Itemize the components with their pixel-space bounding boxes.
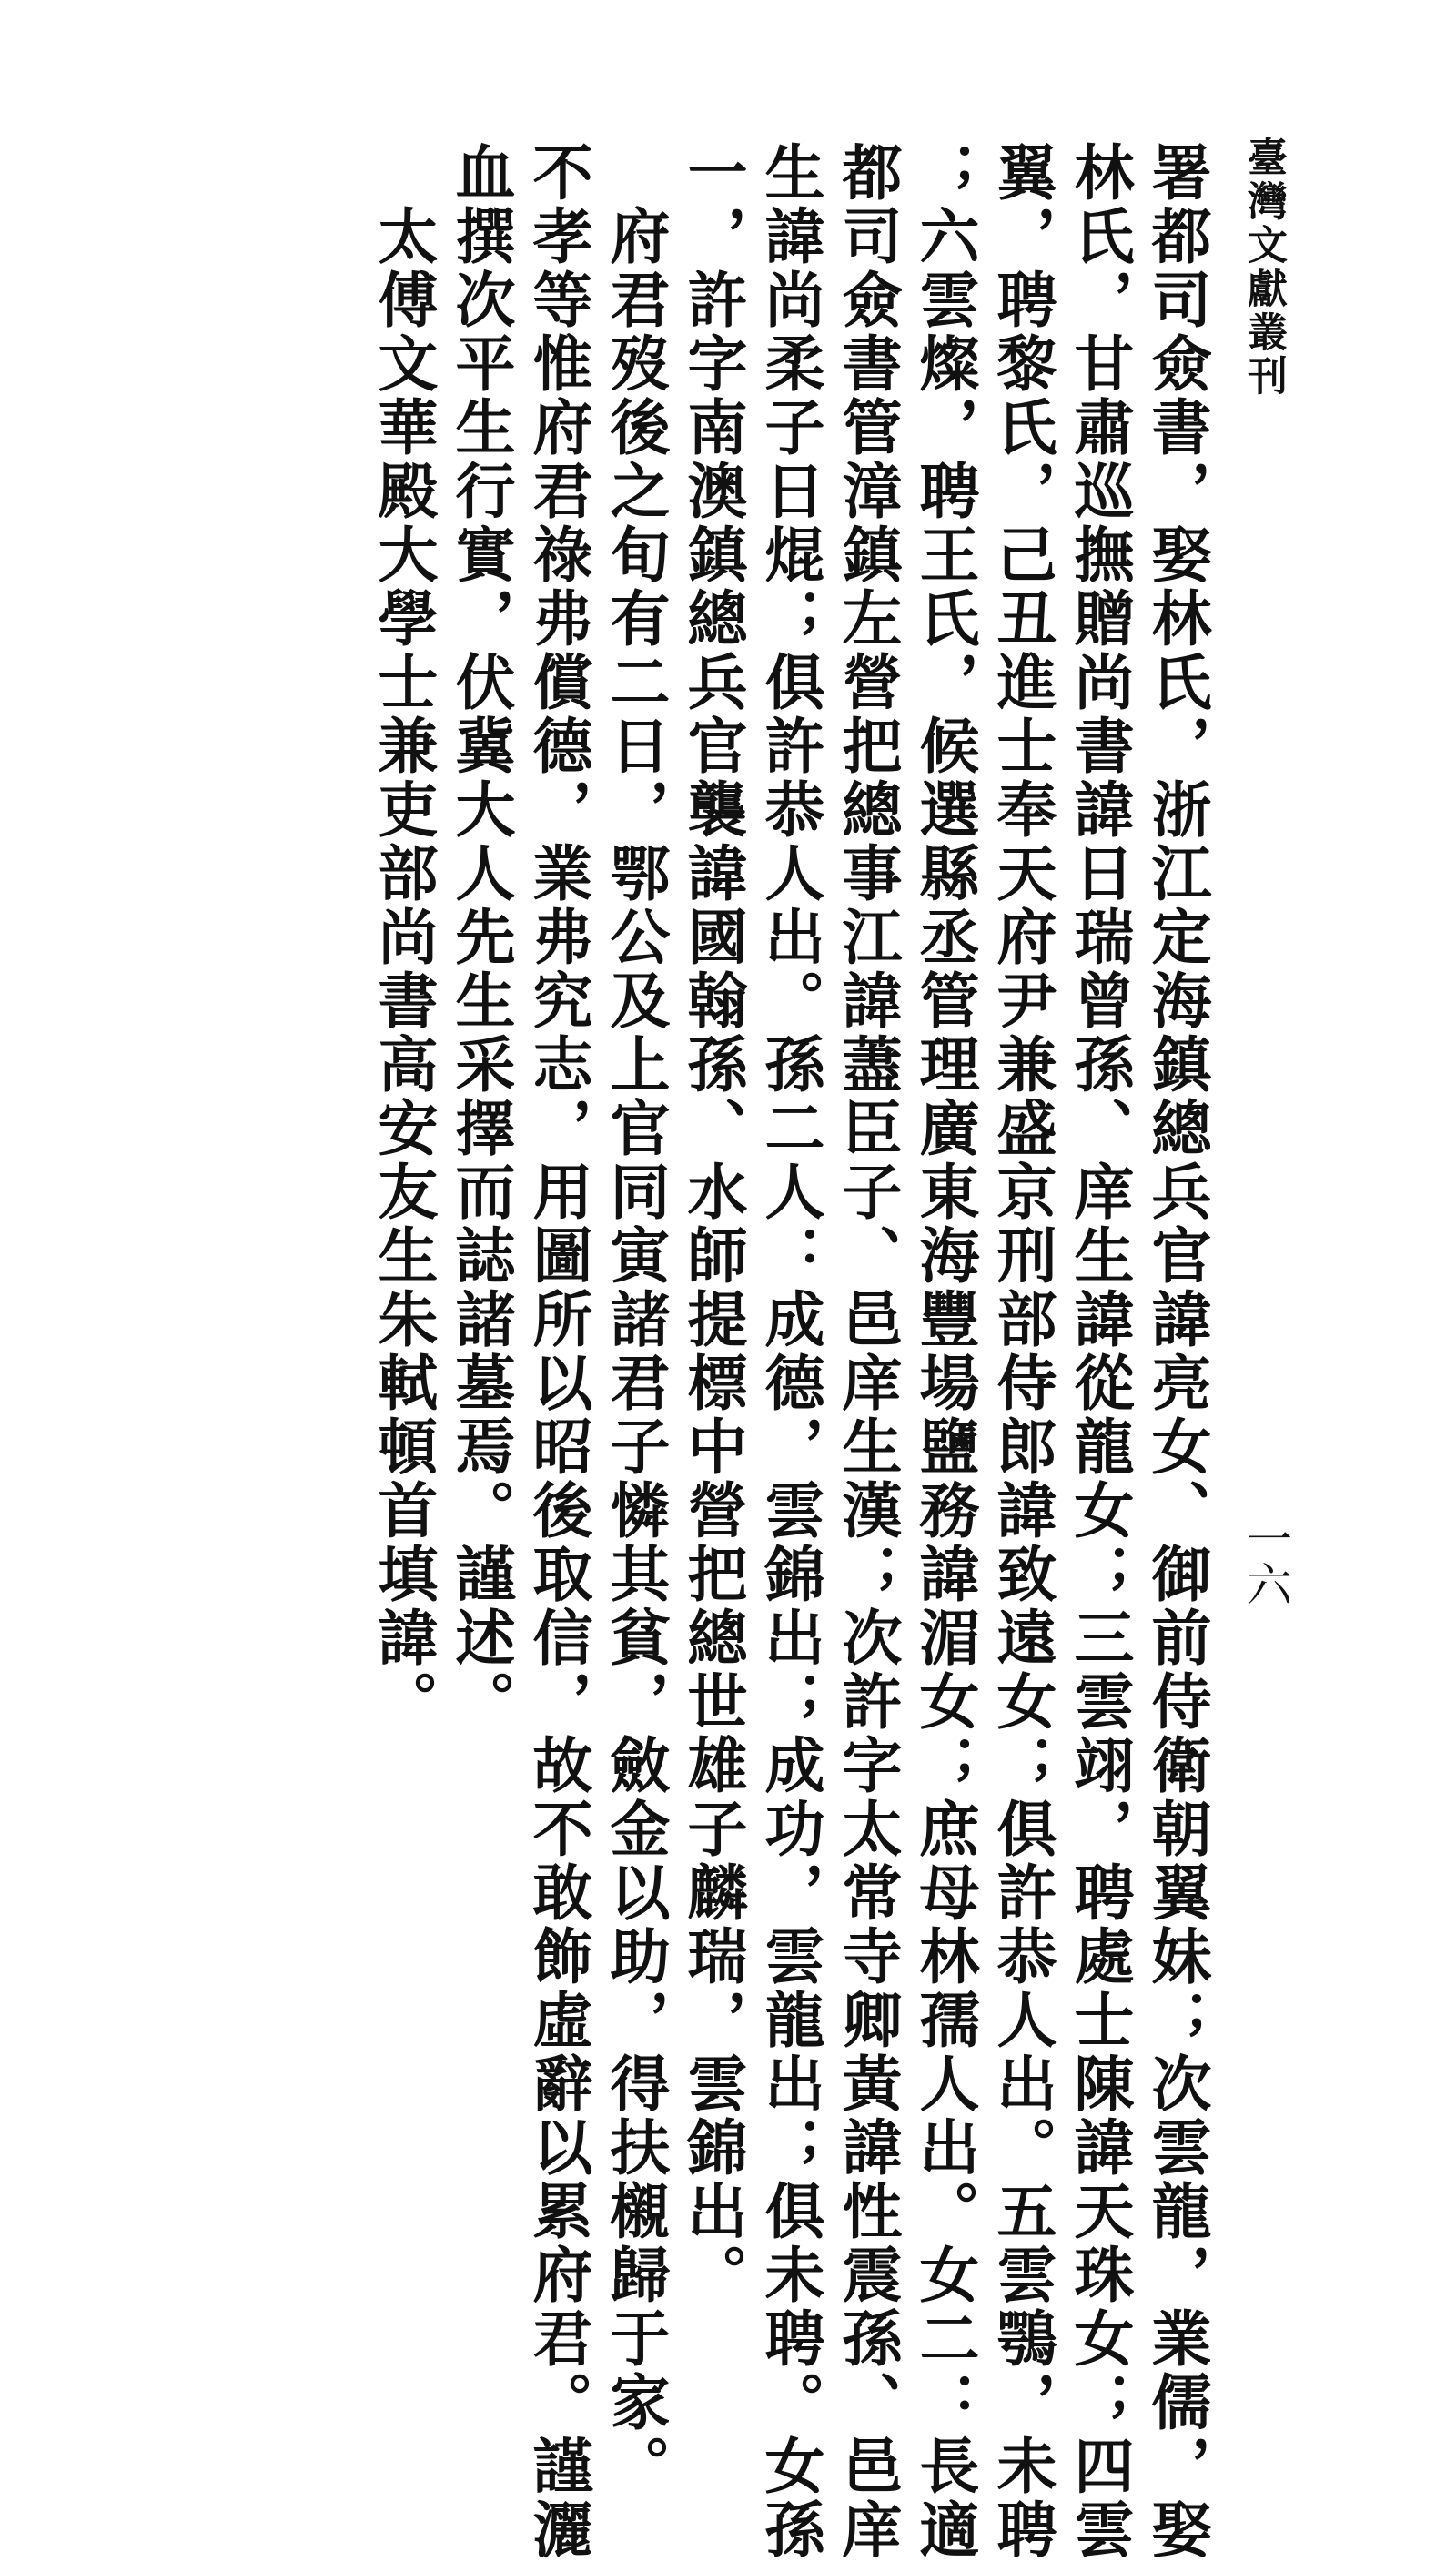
text-column-3: 翼，聘黎氏，己丑進士奉天府尹兼盛京刑部侍郎諱致遠女；俱許恭人出。五雲鶚，未聘 <box>986 141 1057 2562</box>
text-column-7: 一，許字南澳鎮總兵官襲諱國翰孫、水師提標中營把總世雄子麟瑞，雲錦出。 <box>677 141 748 2307</box>
text-column-2: 林氏，甘肅巡撫贈尚書諱日瑞曾孫、庠生諱從龍女；三雲翊，聘處士陳諱天珠女；四雲 <box>1064 141 1135 2562</box>
page-number: 一六 <box>1239 1515 1292 1606</box>
text-column-9: 不孝等惟府君祿弗償德，業弗究志，用圖所以昭後取信，故不敢飾虛辭以累府君。謹灑 <box>522 141 593 2562</box>
text-column-5: 都司僉書管漳鎮左營把總事江諱藎臣子、邑庠生漢；次許字太常寺卿黃諱性震孫、邑庠 <box>832 141 903 2562</box>
running-title: 臺灣文獻叢刊 <box>1240 137 1287 399</box>
text-column-6: 生諱尚柔子日焜；俱許恭人出。孫二人：成德，雲錦出；成功，雲龍出；俱未聘。女孫 <box>754 141 825 2562</box>
text-column-10: 血撰次平生行實，伏冀大人先生采擇而誌諸墓焉。謹述。 <box>445 141 516 1734</box>
text-column-1: 署都司僉書，娶林氏，浙江定海鎮總兵官諱亮女、御前侍衛朝翼妹；次雲龍，業儒，娶 <box>1141 141 1212 2562</box>
text-column-8: 府君歿後之旬有二日，鄂公及上官同寅諸君子憐其貧，斂金以助，得扶櫬歸于家。 <box>600 141 671 2498</box>
text-column-11: 太傅文華殿大學士兼吏部尚書高安友生朱軾頓首填諱。 <box>368 141 439 1734</box>
text-column-4: ；六雲燦，聘王氏，候選縣丞管理廣東海豐場鹽務諱湄女；庶母林孺人出。女二：長適 <box>909 141 980 2562</box>
